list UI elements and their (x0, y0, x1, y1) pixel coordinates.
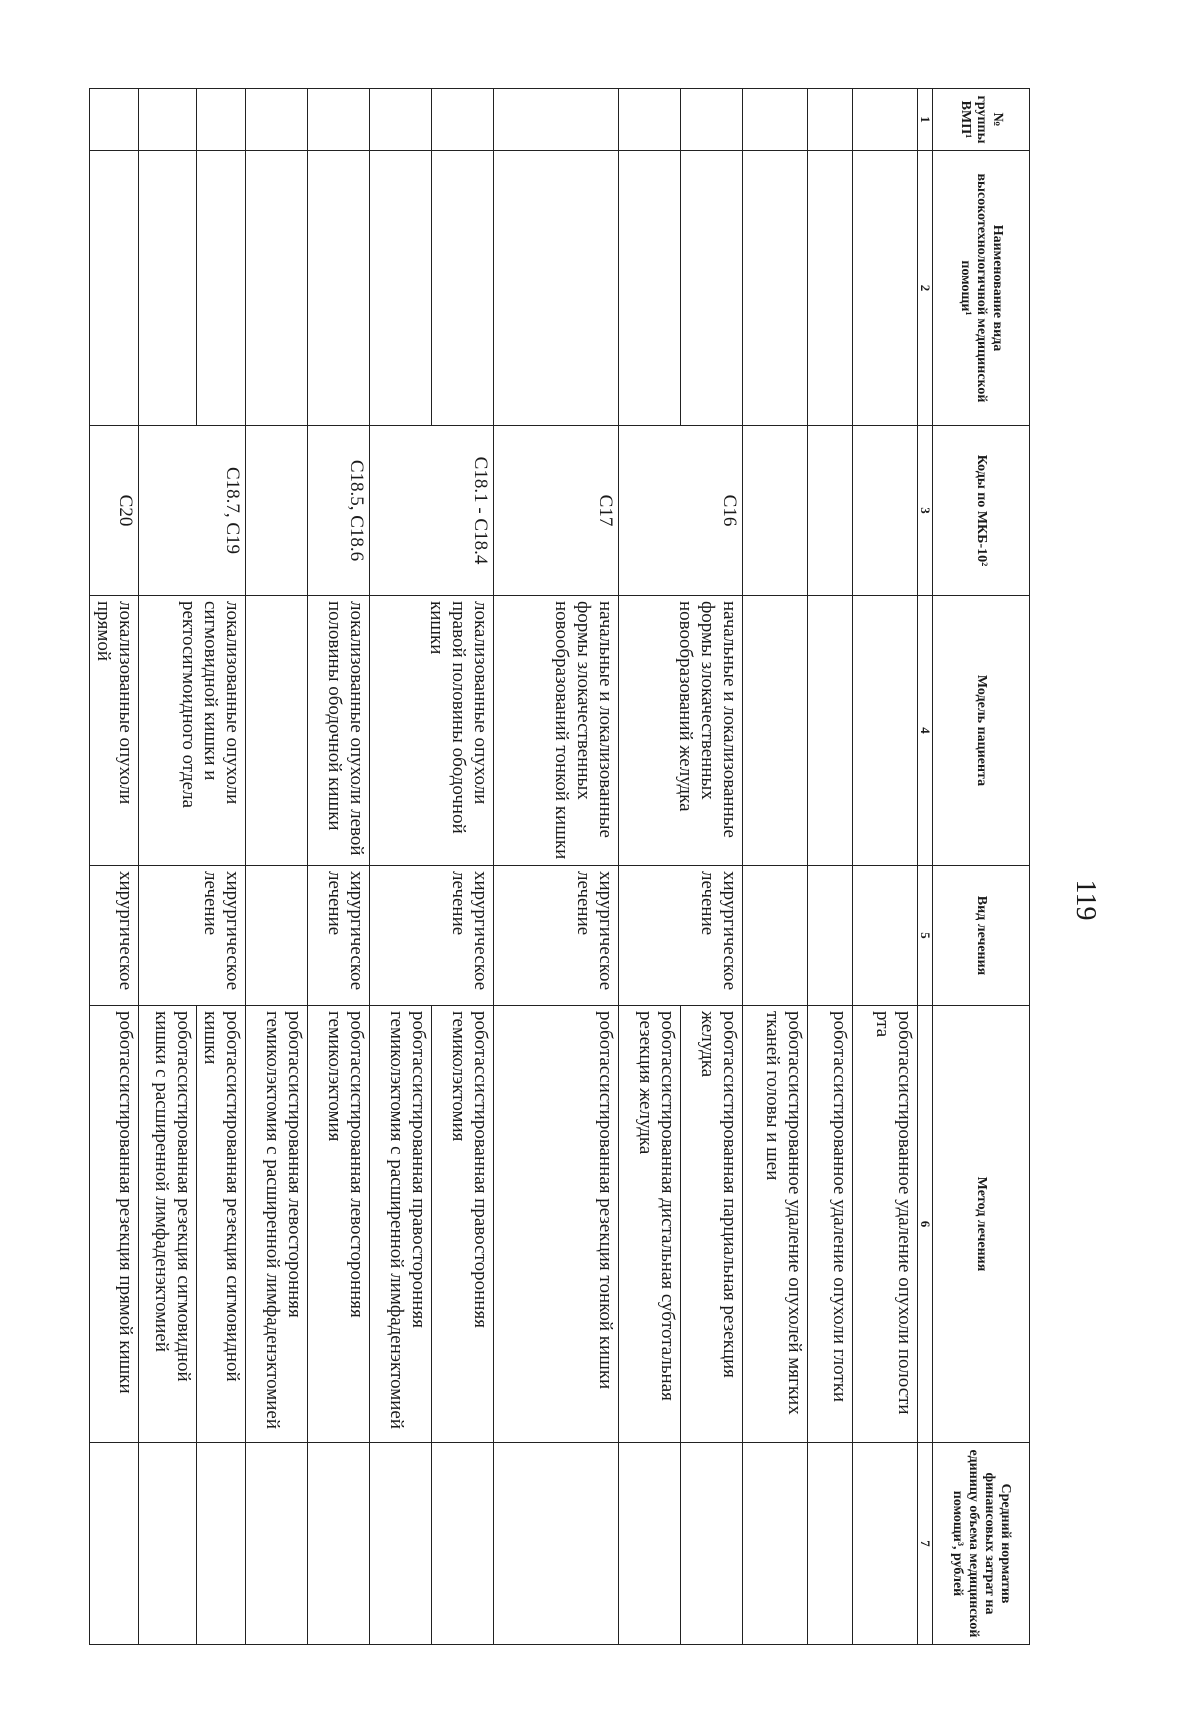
cell-treatment (246, 866, 308, 1006)
cell-method: роботассистированная резекция сигмовидной кишки (197, 1006, 246, 1443)
table-row (853, 89, 918, 1645)
cell-name (90, 151, 139, 426)
header-group: № группы ВМП¹ (933, 89, 1030, 151)
column-number: 7 (918, 1443, 933, 1645)
header-cost: Средний норматив финансовых затрат на единицу объема медицинской помощи³, рублей (933, 1443, 1030, 1645)
cell-group (494, 89, 619, 151)
cell-method: роботассистированное удаление опухоли полости рта (853, 1006, 918, 1443)
header-row (933, 89, 1030, 1645)
header-name: Наименование вида высокотехнологичной медицинской помощи¹ (933, 151, 1030, 426)
cell-name (808, 151, 853, 426)
cell-method: роботассистированная правосторонняя гемиколэктомия (432, 1006, 494, 1443)
document-table-rotated (93, 88, 1030, 1644)
cell-group (246, 89, 308, 151)
cell-group (432, 89, 494, 151)
cell-method: роботассистированная левосторонняя гемиколэктомия с расширенной лимфаденэктомией (246, 1006, 308, 1443)
cell-model (808, 596, 853, 866)
cell-method: роботассистированная парциальная резекция желудка (681, 1006, 743, 1443)
cell-model: начальные и локализованные формы злокачественных новообразований желудка (619, 596, 743, 866)
cell-method: роботассистированная резекция сигмовидной кишки с расширенной лимфаденэктомией (139, 1006, 197, 1443)
header-method: Метод лечения (933, 1006, 1030, 1443)
cell-group (853, 89, 918, 151)
page-number: 119 (1070, 879, 1101, 921)
table-row (494, 89, 619, 1645)
column-number: 3 (918, 426, 933, 596)
cell-name (619, 151, 681, 426)
cell-treatment: хирургическое лечение (370, 866, 494, 1006)
cell-code: C16 (619, 426, 743, 596)
cell-name (197, 151, 246, 426)
cell-code: C17 (494, 426, 619, 596)
column-number: 2 (918, 151, 933, 426)
cell-method: роботассистированная левосторонняя гемиколэктомия (308, 1006, 370, 1443)
cell-model: начальные и локализованные формы злокачественных новообразований тонкой кишки (494, 596, 619, 866)
table-row (90, 89, 139, 1645)
cell-model (743, 596, 808, 866)
cell-group (197, 89, 246, 151)
header-model: Модель пациента (933, 596, 1030, 866)
cell-cost (308, 1443, 370, 1645)
cell-name (494, 151, 619, 426)
cell-group (808, 89, 853, 151)
cell-group (90, 89, 139, 151)
table-row (743, 89, 808, 1645)
cell-name (743, 151, 808, 426)
cell-code (808, 426, 853, 596)
cell-treatment: хирургическое лечение (619, 866, 743, 1006)
header-treatment-type: Вид лечения (933, 866, 1030, 1006)
cell-model: локализованные опухоли левой половины ободочной кишки (308, 596, 370, 866)
vmp-table (89, 88, 1030, 1645)
cell-cost (743, 1443, 808, 1645)
cell-code: C18.5, C18.6 (308, 426, 370, 596)
cell-group (681, 89, 743, 151)
cell-cost (681, 1443, 743, 1645)
column-number: 1 (918, 89, 933, 151)
cell-cost (853, 1443, 918, 1645)
cell-cost (139, 1443, 197, 1645)
cell-treatment: хирургическое (90, 866, 139, 1006)
column-number: 5 (918, 866, 933, 1006)
cell-cost (246, 1443, 308, 1645)
cell-group (619, 89, 681, 151)
column-number: 6 (918, 1006, 933, 1443)
cell-model: локализованные опухоли правой половины ободочной кишки (370, 596, 494, 866)
column-number: 4 (918, 596, 933, 866)
table-row (308, 89, 370, 1645)
cell-name (308, 151, 370, 426)
cell-cost (90, 1443, 139, 1645)
table-row (432, 89, 494, 1645)
cell-method: роботассистированное удаление опухоли глотки (808, 1006, 853, 1443)
cell-name (681, 151, 743, 426)
table-row (197, 89, 246, 1645)
cell-group (743, 89, 808, 151)
cell-cost (619, 1443, 681, 1645)
cell-code (853, 426, 918, 596)
table-row (246, 89, 308, 1645)
cell-treatment: хирургическое лечение (494, 866, 619, 1006)
cell-group (370, 89, 432, 151)
cell-group (139, 89, 197, 151)
cell-cost (197, 1443, 246, 1645)
cell-code: C18.1 - C18.4 (370, 426, 494, 596)
cell-model (853, 596, 918, 866)
cell-treatment: хирургическое лечение (139, 866, 246, 1006)
cell-method: роботассистированная правосторонняя гемиколэктомия с расширенной лимфаденэктомией (370, 1006, 432, 1443)
cell-model: локализованные опухоли сигмовидной кишки и ректосигмоидного отдела (139, 596, 246, 866)
cell-treatment (808, 866, 853, 1006)
cell-cost (370, 1443, 432, 1645)
cell-name (139, 151, 197, 426)
cell-treatment (853, 866, 918, 1006)
cell-code: C18.7, C19 (139, 426, 246, 596)
cell-method: роботассистированная резекция тонкой кишки (494, 1006, 619, 1443)
cell-code (743, 426, 808, 596)
cell-treatment (743, 866, 808, 1006)
cell-treatment: хирургическое лечение (308, 866, 370, 1006)
cell-cost (494, 1443, 619, 1645)
cell-model: локализованные опухоли прямой (90, 596, 139, 866)
cell-cost (808, 1443, 853, 1645)
header-codes: Коды по МКБ-10² (933, 426, 1030, 596)
cell-group (308, 89, 370, 151)
cell-method: роботассистированная дистальная субтотальная резекция желудка (619, 1006, 681, 1443)
cell-model (246, 596, 308, 866)
cell-name (370, 151, 432, 426)
table-row (681, 89, 743, 1645)
cell-method: роботассистированное удаление опухолей мягких тканей головы и шеи (743, 1006, 808, 1443)
cell-code (246, 426, 308, 596)
column-numbers-row (918, 89, 933, 1645)
cell-name (853, 151, 918, 426)
table-row (808, 89, 853, 1645)
cell-cost (432, 1443, 494, 1645)
cell-code: C20 (90, 426, 139, 596)
cell-name (246, 151, 308, 426)
cell-name (432, 151, 494, 426)
cell-method: роботассистированная резекция прямой кишки (90, 1006, 139, 1443)
